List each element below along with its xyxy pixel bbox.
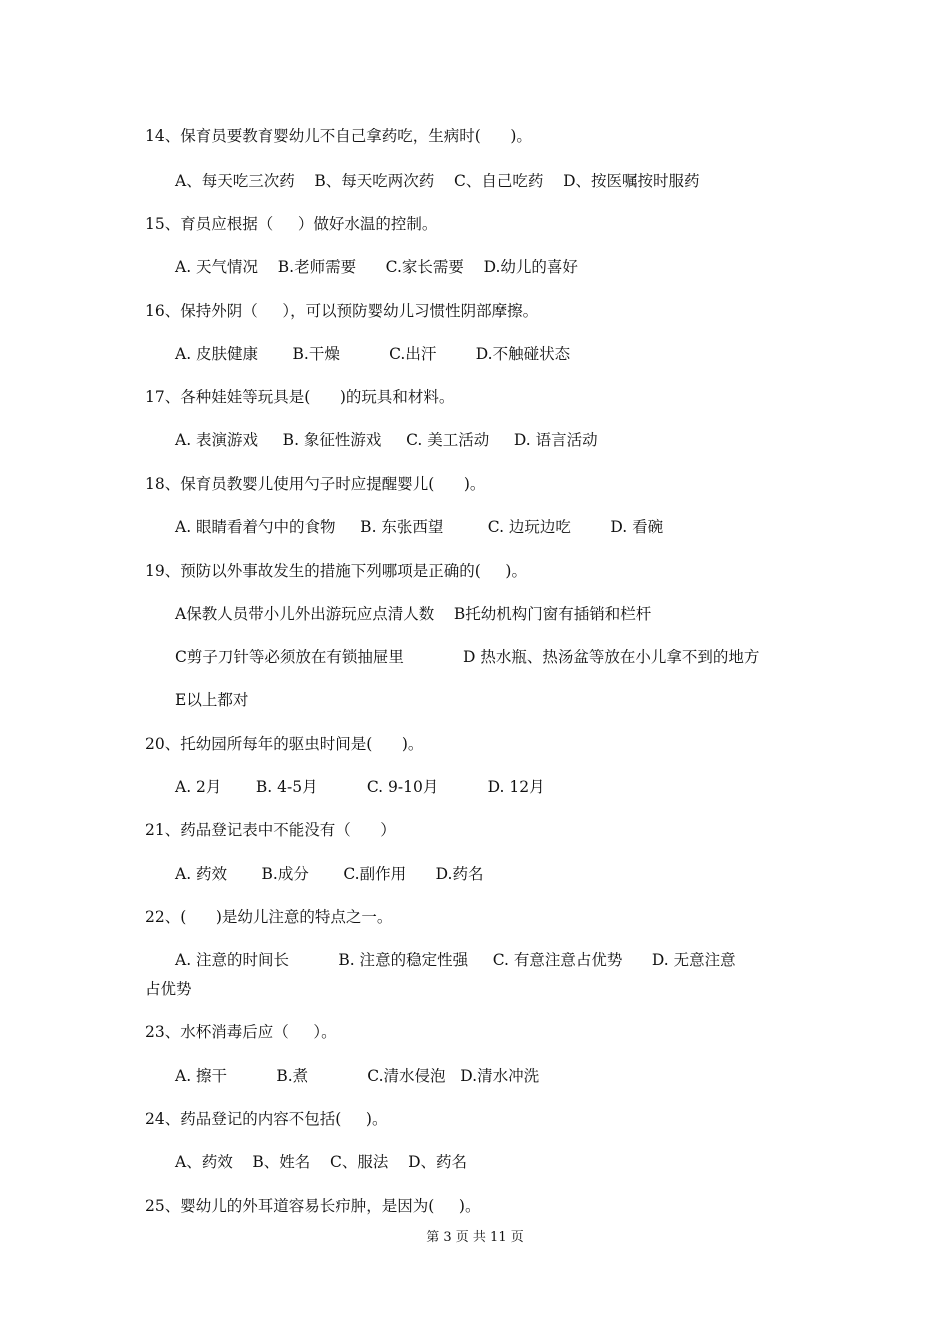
question-19: 19、预防以外事故发生的措施下列哪项是正确的( )。	[145, 562, 527, 580]
options-19-line-1: A保教人员带小儿外出游玩应点清人数 B托幼机构门窗有插销和栏杆	[175, 605, 652, 623]
options-14: A、每天吃三次药 B、每天吃两次药 C、自己吃药 D、按医嘱按时服药	[175, 172, 700, 190]
question-24: 24、药品登记的内容不包括( )。	[145, 1110, 388, 1128]
options-22: A. 注意的时间长 B. 注意的稳定性强 C. 有意注意占优势 D. 无意注意	[175, 951, 736, 969]
question-22: 22、( )是幼儿注意的特点之一。	[145, 908, 393, 926]
options-17: A. 表演游戏 B. 象征性游戏 C. 美工活动 D. 语言活动	[175, 431, 598, 449]
question-23: 23、水杯消毒后应（ ）。	[145, 1023, 337, 1041]
question-15: 15、育员应根据（ ）做好水温的控制。	[145, 215, 438, 233]
question-20: 20、托幼园所每年的驱虫时间是( )。	[145, 735, 424, 753]
options-18: A. 眼睛看着勺中的食物 B. 东张西望 C. 边玩边吃 D. 看碗	[175, 518, 664, 536]
options-19-line-3: E以上都对	[175, 691, 249, 709]
question-16: 16、保持外阴（ ），可以预防婴幼儿习惯性阴部摩擦。	[145, 302, 539, 320]
options-22-wrap: 占优势	[145, 980, 192, 998]
question-14: 14、保育员要教育婴幼儿不自己拿药吃，生病时( )。	[145, 127, 532, 145]
options-19-line-2: C剪子刀针等必须放在有锁抽屉里 D 热水瓶、热汤盆等放在小儿拿不到的地方	[175, 648, 760, 666]
options-23: A. 擦干 B.煮 C.清水侵泡 D.清水冲洗	[175, 1067, 540, 1085]
question-21: 21、药品登记表中不能没有（ ）	[145, 821, 396, 839]
options-20: A. 2月 B. 4-5月 C. 9-10月 D. 12月	[175, 778, 545, 796]
page-footer: 第 3 页 共 11 页	[426, 1230, 524, 1245]
options-15: A. 天气情况 B.老师需要 C.家长需要 D.幼儿的喜好	[175, 258, 578, 276]
question-18: 18、保育员教婴儿使用勺子时应提醒婴儿( )。	[145, 475, 486, 493]
options-21: A. 药效 B.成分 C.副作用 D.药名	[175, 865, 484, 883]
options-24: A、药效 B、姓名 C、服法 D、药名	[175, 1153, 467, 1171]
question-25: 25、婴幼儿的外耳道容易长疖肿，是因为( )。	[145, 1197, 481, 1215]
options-16: A. 皮肤健康 B.干燥 C.出汗 D.不触碰状态	[175, 345, 571, 363]
question-17: 17、各种娃娃等玩具是( )的玩具和材料。	[145, 388, 455, 406]
